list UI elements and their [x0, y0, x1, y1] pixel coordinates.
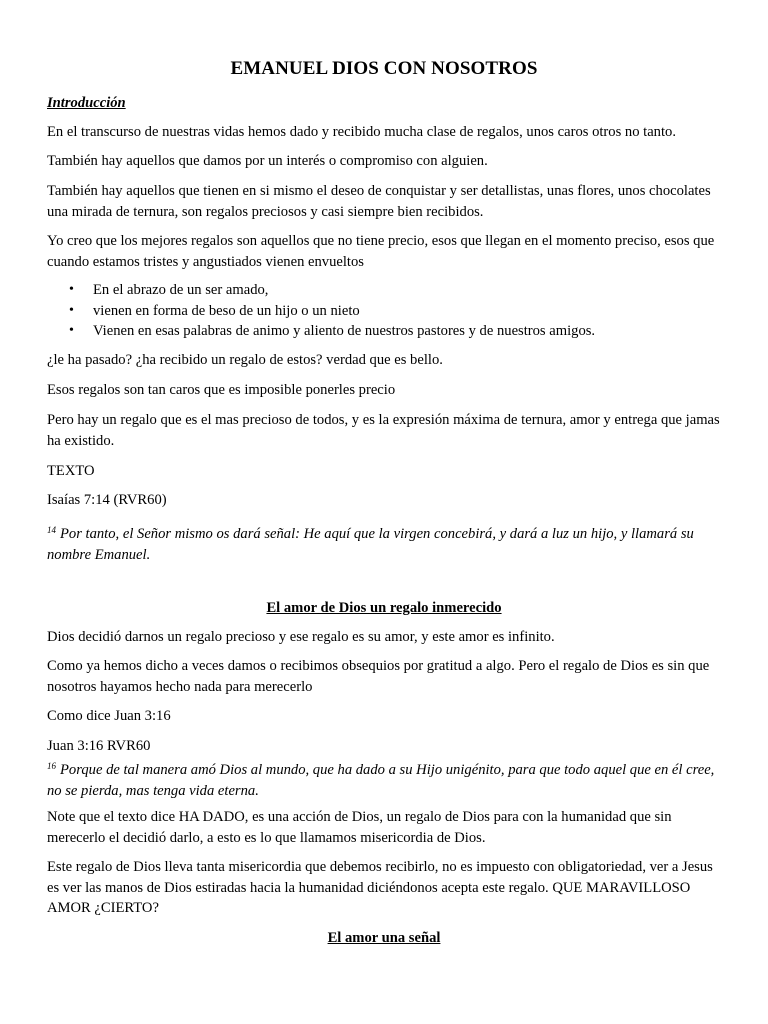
paragraph: Este regalo de Dios lleva tanta misericordia que debemos recibirlo, no es impuesto con obligatoriedad, ver a Jesus es ver las manos de Dios estiradas hacia la humanidad diciéndonos acepta este regalo. QUE MARAVILLOSO AMOR ¿CIERTO?	[47, 859, 713, 916]
paragraph: También hay aquellos que tienen en si mismo el deseo de conquistar y ser detallistas, unas flores, unos chocolates una mirada de ternura, son regalos preciosos y casi siempre bien recibidos.	[47, 183, 711, 220]
paragraph: TEXTO	[47, 463, 95, 479]
list-item-text: vienen en forma de beso de un hijo o un nieto	[93, 302, 360, 319]
verse-number: 16	[47, 761, 56, 771]
scripture-reference: Juan 3:16 RVR60	[47, 738, 151, 754]
verse-text: Por tanto, el Señor mismo os dará señal: He aquí que la virgen concebirá, y dará a luz un hijo, y llamará su nombre Emanuel.	[47, 526, 694, 563]
paragraph: Como ya hemos dicho a veces damos o recibimos obsequios por gratitud a algo. Pero el regalo de Dios es sin que nosotros hayamos hecho nada para merecerlo	[47, 658, 710, 695]
paragraph: Como dice Juan 3:16	[47, 708, 171, 724]
paragraph: En el transcurso de nuestras vidas hemos dado y recibido mucha clase de regalos, unos caros otros no tanto.	[47, 124, 676, 140]
paragraph: Note que el texto dice HA DADO, es una acción de Dios, un regalo de Dios para con la humanidad que sin merecerlo el decidió darlo, a esto es lo que llamamos misericordia de Dios.	[47, 809, 672, 846]
list-item	[47, 280, 727, 301]
paragraph: Dios decidió darnos un regalo precioso y ese regalo es su amor, y este amor es infinito.	[47, 629, 555, 645]
verse-number: 14	[47, 525, 56, 535]
bullet-icon: •	[69, 323, 74, 338]
list-item	[47, 321, 727, 342]
section-heading: El amor una señal	[327, 930, 441, 946]
verse-text: Porque de tal manera amó Dios al mundo, que ha dado a su Hijo unigénito, para que todo aquel que en él cree, no se pierda, mas tenga vida eterna.	[47, 762, 715, 799]
section-heading: El amor de Dios un regalo inmerecido	[266, 600, 502, 616]
paragraph: Pero hay un regalo que es el mas precioso de todos, y es la expresión máxima de ternura, amor y entrega que jamas ha existido.	[47, 412, 720, 449]
document-title: EMANUEL DIOS CON NOSOTROS	[230, 58, 538, 79]
bullet-list	[47, 280, 727, 342]
paragraph: Yo creo que los mejores regalos son aquellos que no tiene precio, esos que llegan en el momento preciso, esos que cuando estamos tristes y angustiados vienen envueltos	[47, 233, 715, 270]
paragraph: Esos regalos son tan caros que es imposible ponerles precio	[47, 382, 396, 398]
scripture-reference: Isaías 7:14 (RVR60)	[47, 492, 167, 508]
list-item-text: En el abrazo de un ser amado,	[93, 282, 269, 298]
list-item	[47, 301, 727, 322]
scripture-verse	[47, 756, 727, 801]
scripture-verse	[47, 520, 727, 565]
list-item-text: Vienen en esas palabras de animo y aliento de nuestros pastores y de nuestros amigos.	[93, 323, 596, 339]
bullet-icon: •	[69, 302, 74, 318]
paragraph: También hay aquellos que damos por un interés o compromiso con alguien.	[47, 153, 488, 169]
paragraph: ¿le ha pasado? ¿ha recibido un regalo de estos? verdad que es bello.	[47, 352, 443, 368]
intro-heading: Introducción	[47, 95, 126, 111]
bullet-icon: •	[69, 282, 74, 297]
